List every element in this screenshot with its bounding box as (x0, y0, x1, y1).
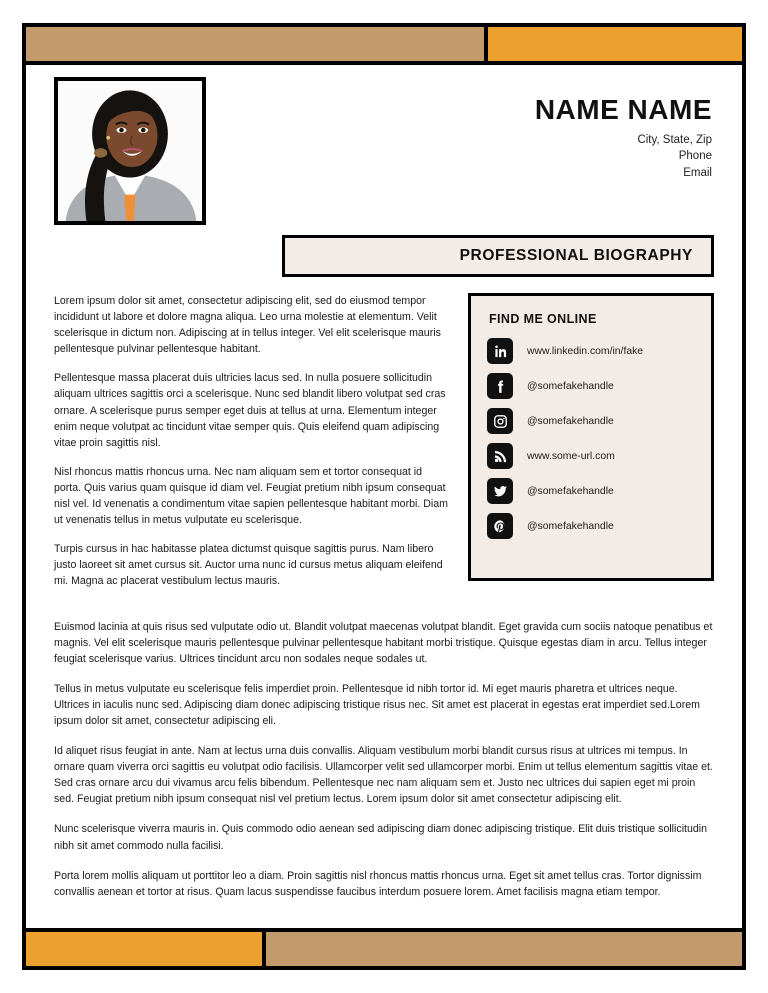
page-title: NAME NAME (534, 94, 712, 125)
bio-paragraph: Lorem ipsum dolor sit amet, consectetur adipiscing elit, sed do eiusmod tempor incididunt ut labore et dolore magna aliqua. Leo urna molestie at elementum. Velit scelerisque in dictum non. Adipiscing at in tellus integer. Vel elit scelerisque mauris pellentesque pulvinar pellentesque habitant. (54, 295, 441, 356)
social-links-column (468, 293, 714, 603)
list-item[interactable] (487, 478, 697, 504)
social-list (487, 338, 697, 539)
list-item[interactable] (487, 443, 697, 469)
list-item[interactable] (487, 408, 697, 434)
resume-page (22, 23, 746, 970)
list-item[interactable] (487, 338, 697, 364)
header-color-bar (26, 27, 742, 65)
social-handle[interactable]: @somefakehandle (527, 520, 614, 532)
instagram-icon[interactable] (487, 408, 513, 434)
footer-bar-tan-segment (266, 932, 742, 966)
section-title-text: PROFESSIONAL BIOGRAPHY (459, 247, 693, 264)
header-bar-orange-segment (488, 27, 742, 61)
page-content (26, 65, 742, 928)
social-handle[interactable]: @somefakehandle (527, 415, 614, 427)
find-me-online-heading: FIND ME ONLINE (489, 312, 597, 326)
social-handle[interactable]: @somefakehandle (527, 485, 614, 497)
identity-row (54, 77, 714, 229)
social-handle[interactable]: www.linkedin.com/in/fake (527, 345, 644, 357)
pinterest-icon[interactable] (487, 513, 513, 539)
facebook-icon[interactable] (487, 373, 513, 399)
find-me-online-panel (468, 293, 714, 581)
contact-email: Email (683, 167, 712, 180)
fullwidth-biography-area (54, 619, 714, 900)
bio-paragraph: Porta lorem mollis aliquam ut porttitor leo a diam. Proin sagittis nisl rhoncus mattis rhoncus urna. Eget sit amet tellus cras. Tortor dignissim convallis aenean et tortor at risus. Quam lacus suspendisse faucibus interdum posuere lorem. Amet facilisis magna etiam tempor. (54, 869, 702, 898)
contact-city: City, State, Zip (637, 133, 712, 146)
section-title-bar (282, 235, 714, 277)
linkedin-icon[interactable] (487, 338, 513, 364)
name-contact-block (535, 77, 714, 182)
bio-paragraph: Turpis cursus in hac habitasse platea dictumst quisque sagittis purus. Nam libero justo laoreet sit amet cursus sit. Auctor urna nunc id cursus metus aliquam eleifend mi. Magna ac placerat vestibulum lectus mauris. (54, 543, 443, 588)
social-handle[interactable]: @somefakehandle (527, 380, 614, 392)
footer-bar-orange-segment (26, 932, 266, 966)
list-item[interactable] (487, 373, 697, 399)
twitter-icon[interactable] (487, 478, 513, 504)
contact-phone: Phone (678, 150, 712, 163)
bio-paragraph: Id aliquet risus feugiat in ante. Nam at lectus urna duis convallis. Aliquam vestibulum morbi blandit cursus risus at ultrices mi tempus. In ornare quam viverra orci sagittis eu volutpat odio facilisis. Ullamcorper velit sed ullamcorper morbi. Enim ut tellus elementum sagittis vitae et. Sed cras ornare arcu dui vivamus arcu felis bibendum. Pellentesque nec nam aliquam sem et. Justo nec ultrices dui sapien eget mi proin sed. Feugiat pretium nibh ipsum consequat nisl vel pretium lectus. Lorem ipsum dolor sit amet consectetur adipiscing elit. (54, 745, 713, 806)
bio-paragraph: Nisl rhoncus mattis rhoncus urna. Nec nam aliquam sem et tortor consequat id porta. Quis varius quam quisque id diam vel. Feugiat pretium nibh ipsum consequat nisl vel. Id venenatis a condimentum vitae sapien pellentesque habitant morbi. Diam ut venenatis tellus in metus vulputate eu scelerisque. (54, 465, 448, 527)
bio-paragraph: Tellus in metus vulputate eu scelerisque felis imperdiet proin. Pellentesque id nibh tortor id. Mi eget mauris pharetra et ultrices neque. Ultrices in iaculis nunc sed. Adipiscing diam donec adipiscing tristique risus nec. Sit amet est placerat in egestas erat imperdiet sed.Lorem ipsum dolor sit amet, consectetur adipiscing eli. (54, 682, 700, 727)
headshot-photo (54, 77, 206, 225)
bio-paragraph: Euismod lacinia at quis risus sed vulputate odio ut. Blandit volutpat maecenas volutpat blandit. Eget gravida cum sociis natoque penatibus et magnis. Vel elit scelerisque mauris pellentesque pulvinar pellentesque habitant morbi tristique. Quisque egestas diam in arcu. Tellus integer feugiat scelerisque varius. Ultrices tincidunt arcu non sodales neque sodales ut. (54, 620, 713, 665)
list-item[interactable] (487, 513, 697, 539)
biography-column (54, 293, 452, 603)
footer-color-bar (26, 928, 742, 966)
rss-icon[interactable] (487, 443, 513, 469)
header-bar-tan-segment (26, 27, 488, 61)
social-handle[interactable]: www.some-url.com (527, 450, 615, 462)
bio-paragraph: Pellentesque massa placerat duis ultricies lacus sed. In nulla posuere sollicitudin aliquam ultrices sagittis orci a scelerisque. Nunc sed blandit libero volutpat sed cras ornare. A scelerisque purus semper eget duis at tellus at urna. Elementum integer enim neque volutpat ac tincidunt vitae semper quis. Quis eleifend quam adipiscing vitae proin sagittis nisl. (54, 372, 446, 449)
two-column-area (54, 293, 714, 603)
bio-paragraph: Nunc scelerisque viverra mauris in. Quis commodo odio aenean sed adipiscing diam donec adipiscing tristique. Elit duis tristique sollicitudin nibh sit amet commodo nulla facilisi. (54, 823, 708, 852)
